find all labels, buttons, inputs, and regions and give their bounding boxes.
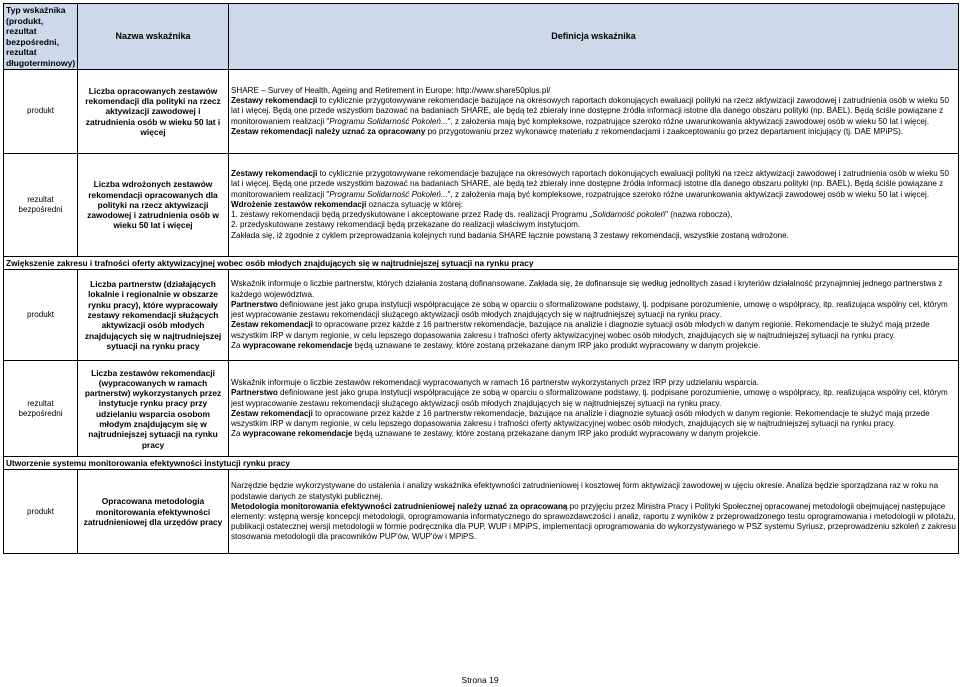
indicator-name: Liczba wdrożonych zestawów rekomendacji opracowanych dla polityki na rzecz aktywizacji zawodowej i zatrudnienia osób w wieku 50 lat i więcej — [78, 154, 229, 257]
table-row — [4, 470, 959, 554]
section-row — [4, 457, 959, 470]
indicator-type: produkt — [4, 270, 78, 361]
indicator-definition: Wskaźnik informuje o liczbie partnerstw, których działania zostaną dofinansowane. Zakłada się, że dofinansuje się według jednolitych zasad i kryteriów działalność przynajmniej jednego partnerstwa z każdego województwa. Partnerstwo definiowane jest jako grupa instytucji współpracujące ze sobą w oparciu o sformalizowane podstawy, tj. podpisane porozumienie, umowę o współpracy, itp. realizująca wspólny cel, którym jest wypracowanie zestawu rekomendacji służącego aktywizacji osób młodych znajdujących się w najtrudniejszej sytuacji na rynku pracy. Zestaw rekomendacji to opracowane przez każde z 16 partnerstw rekomendacje, bazujące na analizie i diagnozie sytuacji osób młodych w danym regionie. Rekomendacje te służyć mają przede wszystkim IRP w danym regionie, w celu lepszego dopasowania zakresu i trafności oferty aktywizacyjnej wobec osób młodych, znajdujących się w najtrudniejszej sytuacji na rynku pracy. Za wypracowane rekomendacje będą uznawane te zestawy, które zostaną przekazane danym IRP jako produkt wypracowany w danym projekcie. — [229, 270, 959, 361]
header-type: Typ wskaźnika (produkt, rezultat bezpośredni, rezultat długoterminowy) — [4, 4, 78, 70]
indicator-name: Opracowana metodologia monitorowania efektywności zatrudnieniowej dla urzędów pracy — [78, 470, 229, 554]
indicator-type: rezultat bezpośredni — [4, 361, 78, 457]
table-header-row — [4, 4, 959, 70]
indicator-type: rezultat bezpośredni — [4, 154, 78, 257]
indicator-name: Liczba opracowanych zestawów rekomendacji dla polityki na rzecz aktywizacji zawodowej i zatrudnienia osób w wieku 50 lat i więcej — [78, 70, 229, 154]
indicator-definition: Zestawy rekomendacji to cyklicznie przygotowywane rekomendacje bazujące na okresowych raportach dokonujących ewaluacji polityki na rzecz aktywizacji zawodowej i zatrudnienia osób w wieku 50 lat i więcej. Będą one przede wszystkim bazować na badaniach SHARE, ale będą też zbierały inne dostępne źródła informacji istotne dla danego obszaru polityki (np. BAEL). Będą ściśle powiązane z monitorowaniem realizacji "Programu Solidarność Pokoleń...", z założenia mają być kompleksowe, rozpatrujące szeroko różne uwarunkowania aktywizacji zawodowej osób w wieku 50 lat i więcej. Wdrożenie zestawów rekomendacji oznacza sytuację w której: 1. zestawy rekomendacji będą przedyskutowane i akceptowane przez Radę ds. realizacji Programu „Solidarność pokoleń" (nazwa robocza), 2. przedyskutowane zestawy rekomendacji będą przekazane do realizacji właściwym instytucjom. Zakłada się, iż zgodnie z cyklem przeprowadzania kolejnych rund badania SHARE łącznie powstaną 3 zestawy rekomendacji, wszystkie zostaną wdrożone. — [229, 154, 959, 257]
table-row — [4, 70, 959, 154]
indicator-definition: Wskaźnik informuje o liczbie zestawów rekomendacji wypracowanych w ramach 16 partnerstw wykorzystanych przez IRP przy udzielaniu wsparcia. Partnerstwo definiowane jest jako grupa instytucji współpracujące ze sobą w oparciu o sformalizowane podstawy, tj. podpisane porozumienie, umowę o współpracy, itp. realizująca wspólny cel, którym jest wypracowanie zestawu rekomendacji służącego aktywizacji osób młodych znajdujących się w najtrudniejszej sytuacji na rynku pracy. Zestaw rekomendacji to opracowane przez każde z 16 partnerstw rekomendacje, bazujące na analizie i diagnozie sytuacji osób młodych w danym regionie. Rekomendacje te służyć mają przede wszystkim IRP w danym regionie, w celu lepszego dopasowania zakresu i trafności oferty aktywizacyjnej wobec osób młodych, znajdujących się w najtrudniejszej sytuacji na rynku pracy. Za wypracowane rekomendacje będą uznawane te zestawy, które zostaną przekazane danym IRP jako produkt wypracowany w danym projekcie. — [229, 361, 959, 457]
section-heading: Utworzenie systemu monitorowania efektywności instytucji rynku pracy — [4, 457, 959, 470]
section-row — [4, 257, 959, 270]
indicator-definition: SHARE – Survey of Health, Ageing and Retirement in Europe: http://www.share50plus.pl/ Zestawy rekomendacji to cyklicznie przygotowywane rekomendacje bazujące na okresowych raportach dokonujących ewaluacji polityki na rzecz aktywizacji zawodowej i zatrudnienia osób w wieku 50 lat i więcej. Będą one przede wszystkim bazować na badaniach SHARE, ale będą też zbierały inne dostępne źródła informacji istotne dla danego obszaru polityki (np. BAEL). Będą ściśle powiązane z monitorowaniem realizacji "Programu Solidarność Pokoleń...", z założenia mają być kompleksowe, rozpatrujące szeroko różne uwarunkowania aktywizacji zawodowej osób w wieku 50 lat i więcej. Zestaw rekomendacji należy uznać za opracowany po przygotowaniu przez wykonawcę materiału z rekomendacjami i zaakceptowaniu go przez departament inicjujący (tj. DAE MPiPS). — [229, 70, 959, 154]
page-number: Strona 19 — [461, 675, 499, 685]
indicator-name: Liczba partnerstw (działających lokalnie i regionalnie w obszarze rynku pracy), które wypracowały zestawy rekomendacji służących aktywizacji osób młodych znajdujących się w najtrudniejszej sytuacji na rynku pracy — [78, 270, 229, 361]
header-definition: Definicja wskaźnika — [229, 4, 959, 70]
indicator-name: Liczba zestawów rekomendacji (wypracowanych w ramach partnerstw) wykorzystanych przez instytucje rynku pracy przy udzielaniu wsparcia osobom młodym znajdującym się w najtrudniejszej sytuacji na rynku pracy — [78, 361, 229, 457]
section-heading: Zwiększenie zakresu i trafności oferty aktywizacyjnej wobec osób młodych znajdujących się w najtrudniejszej sytuacji na rynku pracy — [4, 257, 959, 270]
table-row — [4, 270, 959, 361]
indicator-type: produkt — [4, 470, 78, 554]
indicator-table — [3, 3, 959, 554]
indicator-definition: Narzędzie będzie wykorzystywane do ustalenia i analizy wskaźnika efektywności zatrudnieniowej i kosztowej form aktywizacji zawodowej w ujęciu okresie. Analiza będzie sporządzana raz w roku na podstawie danych ze statystyki publicznej. Metodologia monitorowania efektywności zatrudnieniowej należy uznać za opracowaną po przyjęciu przez Ministra Pracy i Polityki Społecznej opracowanej metodologii obejmującej następujące elementy: wstępną wersję koncepcji metodologii, oprogramowania informatycznego do sprawozdawczości i analiz, raportu z wyników z przeprowadzonego testu oprogramowania i metodologii w pilotażu, publikacji ostatecznej wersji metodologii w formie podręcznika dla PUP, WUP i MPiPS, implementacji oprogramowania do wykorzystywanego w PSZ systemu Syriusz, przeprowadzeniu szkoleń z zakresu stosowania metodologii dla pracowników PUP'ów, WUP'ów i MPiPS. — [229, 470, 959, 554]
table-row — [4, 154, 959, 257]
header-name: Nazwa wskaźnika — [78, 4, 229, 70]
indicator-type: produkt — [4, 70, 78, 154]
table-row — [4, 361, 959, 457]
